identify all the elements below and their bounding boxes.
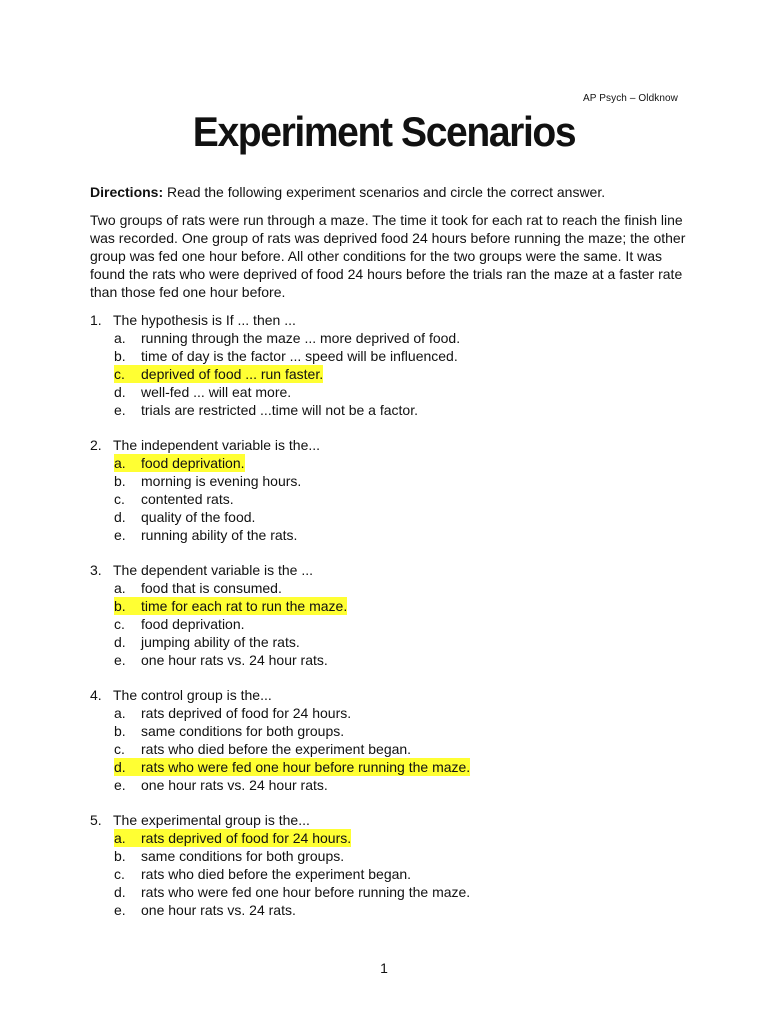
question-stem — [90, 686, 690, 704]
option-row — [114, 901, 296, 919]
answer-option[interactable] — [90, 883, 690, 901]
directions-label: Directions: — [90, 184, 164, 200]
page-number: 1 — [380, 960, 388, 976]
option-row — [114, 704, 351, 722]
question-stem — [90, 561, 690, 579]
option-text: rats who were fed one hour before running the maze. — [141, 759, 471, 775]
option-row — [114, 401, 418, 419]
option-letter: e. — [114, 402, 126, 418]
answer-option[interactable] — [90, 579, 690, 597]
option-text: running through the maze ... more deprived of food. — [141, 330, 461, 346]
page-title: Experiment Scenarios — [192, 108, 576, 155]
option-letter: e. — [114, 652, 126, 668]
option-text: well-fed ... will eat more. — [141, 384, 292, 400]
option-text: time for each rat to run the maze. — [141, 598, 348, 614]
highlighted-answer — [114, 597, 347, 615]
option-row — [114, 490, 234, 508]
answer-option[interactable] — [90, 651, 690, 669]
question-number: 4. — [90, 687, 102, 703]
question-text: The hypothesis is If ... then ... — [113, 312, 296, 328]
question-1 — [90, 311, 690, 419]
option-text: jumping ability of the rats. — [141, 634, 300, 650]
option-letter: a. — [114, 455, 126, 471]
option-letter: e. — [114, 777, 126, 793]
question-3 — [90, 561, 690, 669]
question-text: The experimental group is the... — [113, 812, 310, 828]
question-stem — [90, 311, 690, 329]
answer-option[interactable] — [90, 597, 690, 615]
option-row — [114, 579, 282, 597]
option-letter: d. — [114, 634, 126, 650]
option-letter: c. — [114, 366, 125, 382]
option-row — [114, 383, 291, 401]
answer-option[interactable] — [90, 829, 690, 847]
scenario-paragraph: Two groups of rats were run through a maze. The time it took for each rat to reach the finish line was recorded. One group of rats was deprived food 24 hours before running the maze; the other group was fed one hour before. All other conditions for the two groups were the same. It was found the rats who were deprived of food 24 hours before the trials ran the maze at a faster rate than those fed one hour before. — [90, 212, 686, 300]
answer-option[interactable] — [90, 401, 690, 419]
option-row — [114, 526, 297, 544]
answer-option[interactable] — [90, 329, 690, 347]
question-text: The independent variable is the... — [113, 437, 321, 453]
option-letter: a. — [114, 830, 126, 846]
highlighted-answer — [114, 829, 351, 847]
option-row — [114, 722, 344, 740]
option-row — [114, 329, 460, 347]
highlighted-answer — [114, 365, 323, 383]
option-text: rats who were fed one hour before running the maze. — [141, 884, 471, 900]
option-row — [114, 347, 458, 365]
answer-option[interactable] — [90, 776, 690, 794]
answer-option[interactable] — [90, 722, 690, 740]
course-label: AP Psych – Oldknow — [583, 93, 678, 104]
option-text: food deprivation. — [141, 616, 245, 632]
option-letter: d. — [114, 384, 126, 400]
question-text: The control group is the... — [113, 687, 272, 703]
option-letter: b. — [114, 848, 126, 864]
option-letter: e. — [114, 527, 126, 543]
answer-option[interactable] — [90, 615, 690, 633]
question-number: 5. — [90, 812, 102, 828]
directions-text: Read the following experiment scenarios and circle the correct answer. — [163, 184, 606, 200]
highlighted-answer — [114, 454, 245, 472]
document-body — [90, 183, 690, 936]
option-letter: e. — [114, 902, 126, 918]
option-row — [114, 740, 411, 758]
option-row — [114, 615, 245, 633]
option-text: same conditions for both groups. — [141, 848, 345, 864]
option-text: rats deprived of food for 24 hours. — [141, 705, 352, 721]
option-letter: b. — [114, 723, 126, 739]
answer-option[interactable] — [90, 704, 690, 722]
option-letter: b. — [114, 348, 126, 364]
option-text: morning is evening hours. — [141, 473, 302, 489]
option-letter: d. — [114, 509, 126, 525]
answer-option[interactable] — [90, 865, 690, 883]
option-letter: d. — [114, 759, 126, 775]
answer-option[interactable] — [90, 847, 690, 865]
highlighted-answer — [114, 758, 470, 776]
option-letter: b. — [114, 473, 126, 489]
option-letter: a. — [114, 330, 126, 346]
question-stem — [90, 811, 690, 829]
question-2 — [90, 436, 690, 544]
option-row — [114, 883, 470, 901]
option-text: same conditions for both groups. — [141, 723, 345, 739]
question-5 — [90, 811, 690, 919]
option-text: quality of the food. — [141, 509, 256, 525]
option-row — [114, 776, 328, 794]
option-row — [114, 651, 328, 669]
option-letter: c. — [114, 866, 125, 882]
option-text: one hour rats vs. 24 rats. — [141, 902, 296, 918]
option-letter: d. — [114, 884, 126, 900]
answer-option[interactable] — [90, 901, 690, 919]
option-row — [114, 633, 300, 651]
answer-option[interactable] — [90, 454, 690, 472]
option-row — [114, 508, 255, 526]
option-text: contented rats. — [141, 491, 234, 507]
answer-option[interactable] — [90, 490, 690, 508]
option-text: deprived of food ... run faster. — [141, 366, 324, 382]
question-text: The dependent variable is the ... — [113, 562, 314, 578]
option-text: time of day is the factor ... speed will be influenced. — [141, 348, 458, 364]
option-text: food that is consumed. — [141, 580, 282, 596]
answer-option[interactable] — [90, 347, 690, 365]
question-stem — [90, 436, 690, 454]
option-letter: a. — [114, 705, 126, 721]
option-row — [114, 865, 411, 883]
option-letter: c. — [114, 741, 125, 757]
option-letter: c. — [114, 491, 125, 507]
answer-option[interactable] — [90, 740, 690, 758]
option-letter: a. — [114, 580, 126, 596]
answer-option[interactable] — [90, 508, 690, 526]
option-row — [114, 472, 301, 490]
option-text: rats deprived of food for 24 hours. — [141, 830, 352, 846]
question-4 — [90, 686, 690, 794]
answer-option[interactable] — [90, 758, 690, 776]
answer-option[interactable] — [90, 383, 690, 401]
question-number: 1. — [90, 312, 102, 328]
option-text: food deprivation. — [141, 455, 245, 471]
answer-option[interactable] — [90, 472, 690, 490]
answer-option[interactable] — [90, 365, 690, 383]
answer-option[interactable] — [90, 526, 690, 544]
option-letter: c. — [114, 616, 125, 632]
answer-option[interactable] — [90, 633, 690, 651]
option-text: one hour rats vs. 24 hour rats. — [141, 652, 328, 668]
question-number: 2. — [90, 437, 102, 453]
option-text: trials are restricted ...time will not be a factor. — [141, 402, 418, 418]
option-row — [114, 847, 344, 865]
directions — [90, 183, 690, 201]
option-letter: b. — [114, 598, 126, 614]
question-list — [90, 311, 690, 919]
option-text: running ability of the rats. — [141, 527, 298, 543]
option-text: one hour rats vs. 24 hour rats. — [141, 777, 328, 793]
option-text: rats who died before the experiment began. — [141, 866, 412, 882]
question-number: 3. — [90, 562, 102, 578]
option-text: rats who died before the experiment began. — [141, 741, 412, 757]
